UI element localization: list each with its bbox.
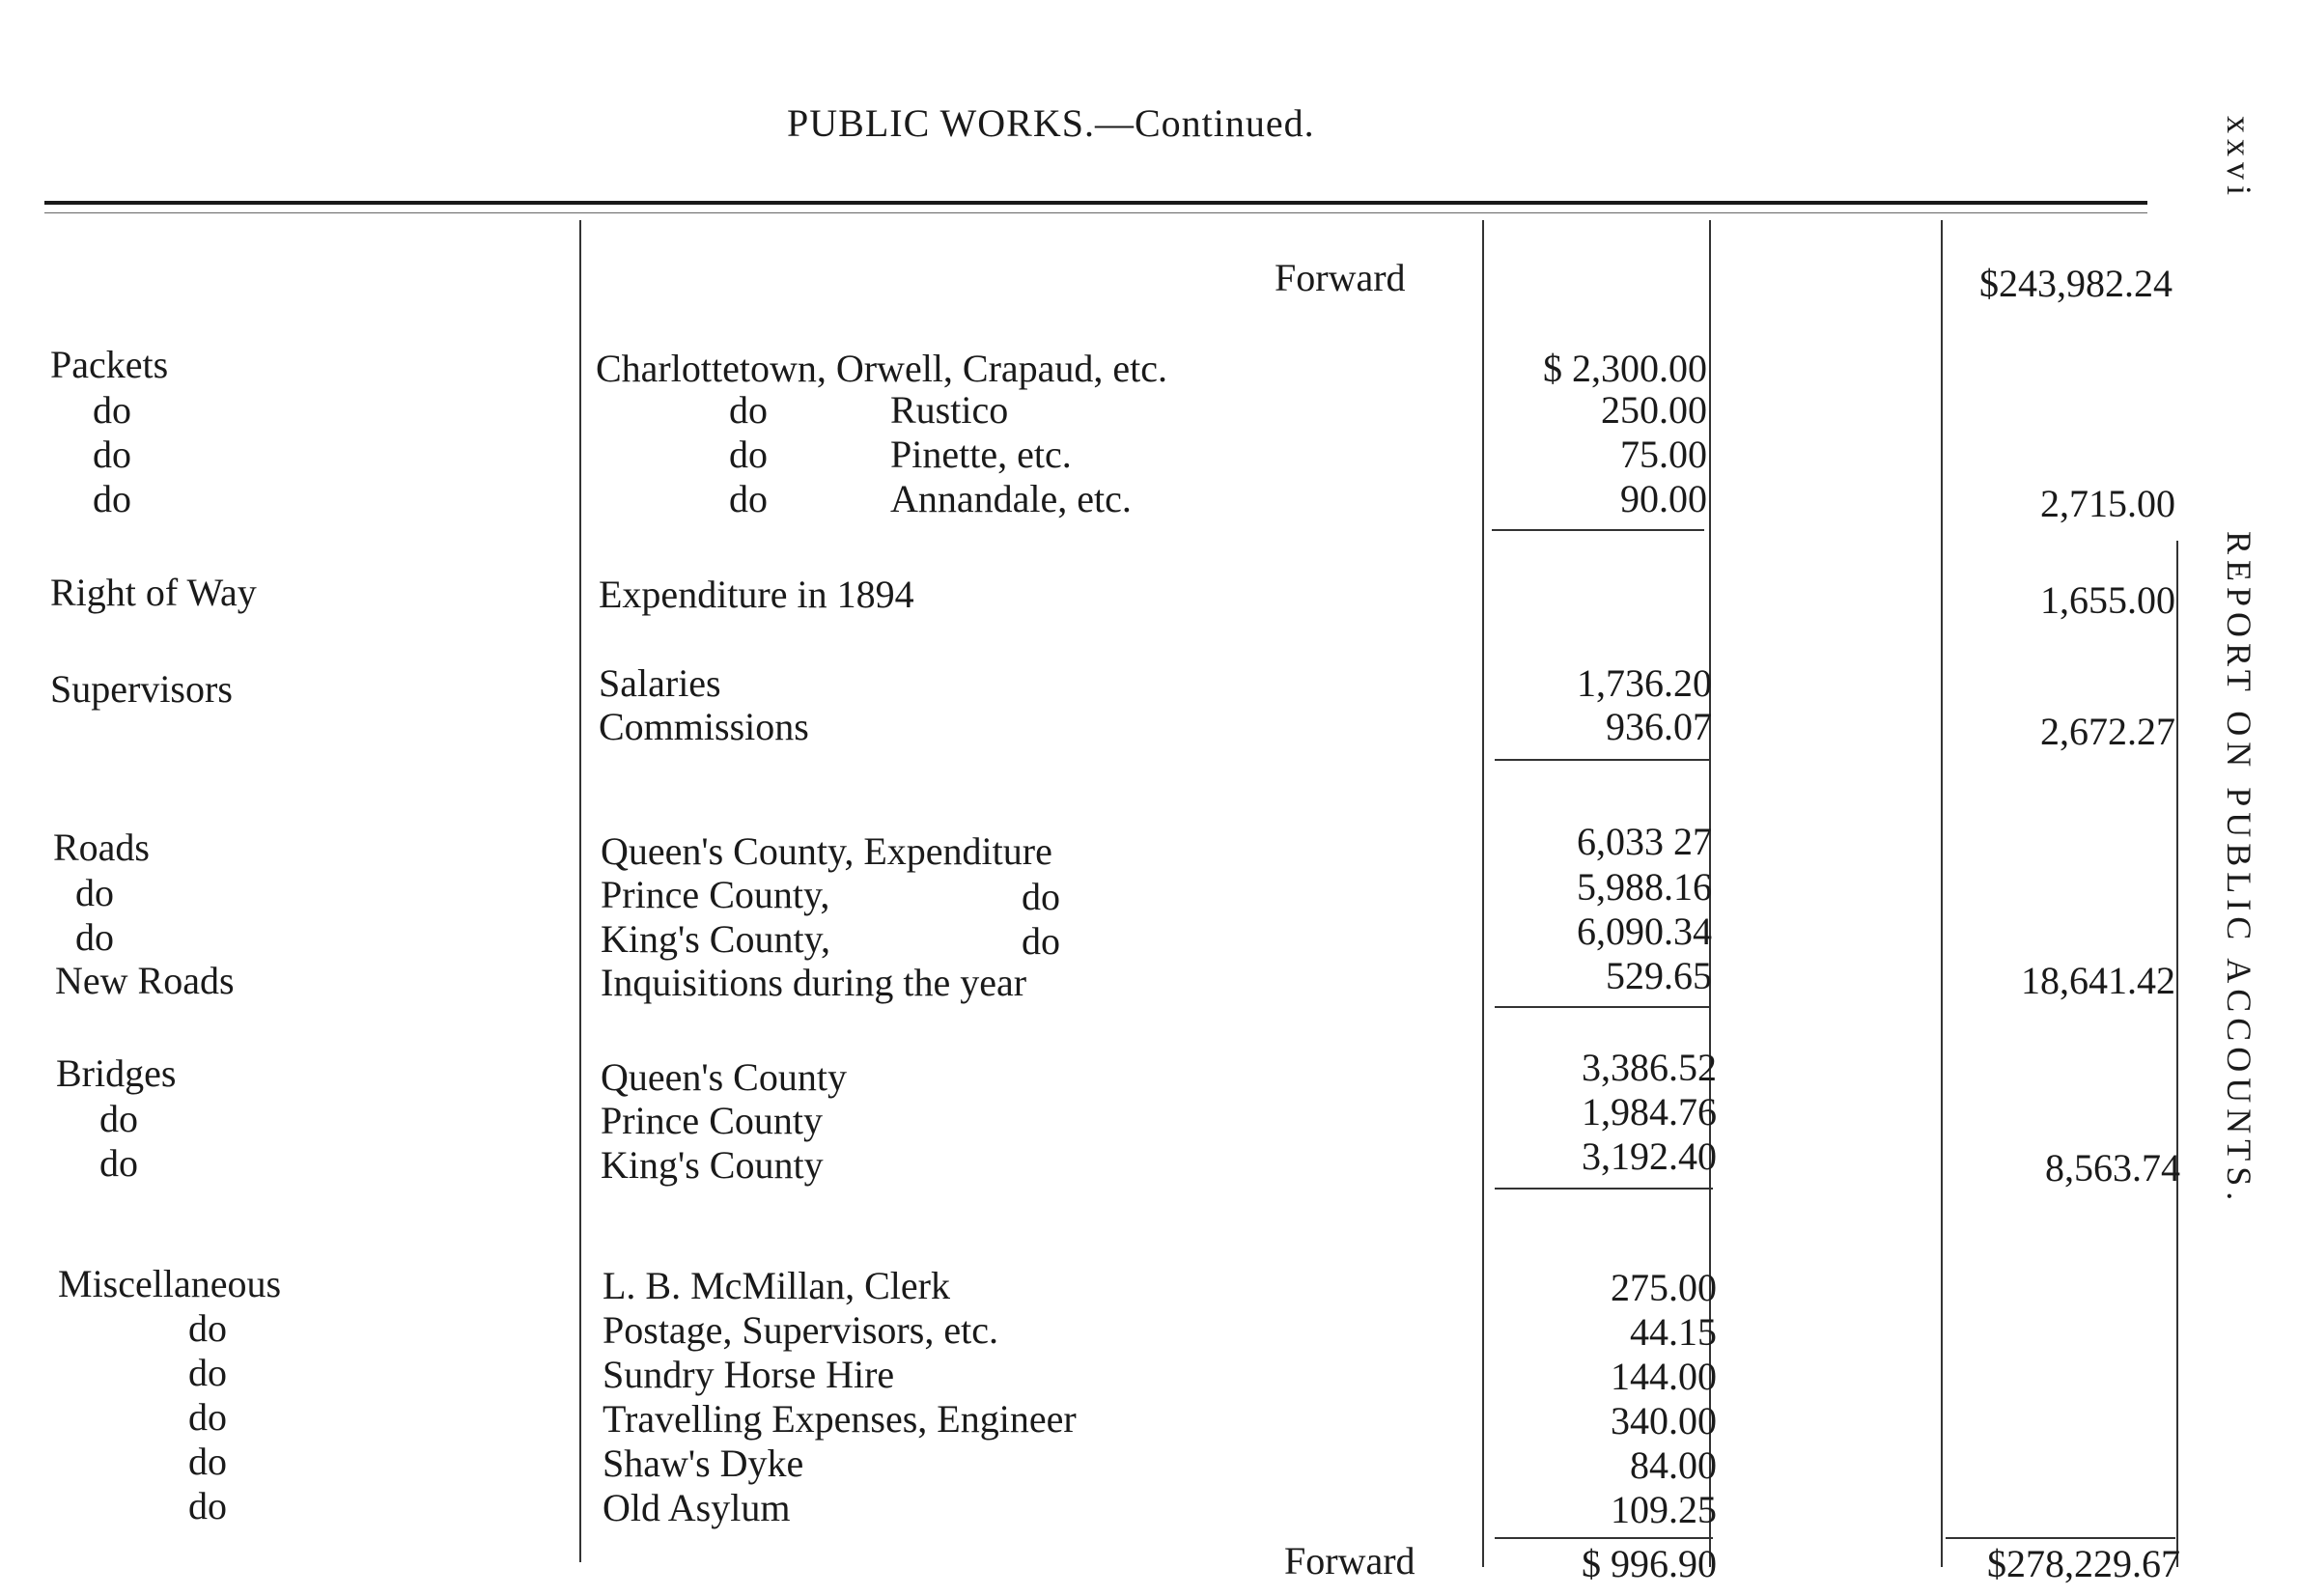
- amount: 529.65: [1606, 954, 1712, 997]
- page-number: xxvi: [2220, 116, 2258, 202]
- amount: 6,090.34: [1577, 910, 1712, 953]
- description: Postage, Supervisors, etc.: [603, 1308, 998, 1352]
- forward-total-top: $243,982.24: [1979, 262, 2173, 305]
- description: Charlottetown, Orwell, Crapaud, etc.: [596, 347, 1168, 390]
- category-label: Supervisors: [50, 667, 233, 711]
- amount: 109.25: [1611, 1488, 1717, 1531]
- description: Sundry Horse Hire: [603, 1353, 895, 1396]
- amount: 340.00: [1611, 1399, 1717, 1442]
- description: Queen's County, Expenditure: [601, 829, 1052, 873]
- description-ditto: do: [1022, 875, 1060, 918]
- amount: 1,736.20: [1577, 661, 1712, 705]
- category-label: Bridges: [56, 1051, 177, 1095]
- forward-label-top: Forward: [1275, 256, 1406, 299]
- subtotal-rule: [1495, 1188, 1713, 1190]
- category-ditto: do: [93, 433, 131, 476]
- amount: 6,033 27: [1577, 820, 1712, 863]
- description: L. B. McMillan, Clerk: [603, 1264, 950, 1307]
- description: Annandale, etc.: [890, 477, 1132, 520]
- header-rule: [44, 201, 2147, 205]
- category-label: New Roads: [55, 959, 235, 1002]
- category-ditto: do: [75, 871, 114, 914]
- category-ditto: do: [188, 1351, 227, 1394]
- description: Prince County: [601, 1099, 823, 1142]
- amount: 275.00: [1611, 1266, 1717, 1309]
- category-ditto: do: [93, 388, 131, 432]
- forward-amount-bottom: $ 996.90: [1582, 1542, 1717, 1585]
- description: Travelling Expenses, Engineer: [603, 1397, 1077, 1441]
- description: King's County: [601, 1143, 824, 1187]
- category-ditto: do: [93, 477, 131, 520]
- description: Expenditure in 1894: [599, 573, 914, 616]
- page-title: PUBLIC WORKS.—Continued.: [787, 101, 1315, 145]
- description-ditto: do: [1022, 919, 1060, 963]
- side-caption: REPORT ON PUBLIC ACCOUNTS.: [2220, 531, 2258, 1207]
- column-divider-total-left: [1941, 220, 1943, 1567]
- description: Pinette, etc.: [890, 433, 1072, 476]
- category-ditto: do: [188, 1440, 227, 1483]
- forward-label-bottom: Forward: [1284, 1539, 1416, 1582]
- description-ditto: do: [729, 388, 768, 432]
- amount: 75.00: [1620, 433, 1707, 476]
- section-total: 8,563.74: [2045, 1146, 2180, 1190]
- category-ditto: do: [188, 1484, 227, 1527]
- amount: 44.15: [1630, 1310, 1717, 1354]
- amount: 3,192.40: [1582, 1134, 1717, 1178]
- amount: 144.00: [1611, 1355, 1717, 1398]
- amount: 250.00: [1601, 388, 1707, 432]
- column-divider-desc: [579, 220, 581, 1562]
- amount: 84.00: [1630, 1443, 1717, 1487]
- description: Inquisitions during the year: [601, 961, 1027, 1004]
- description: Old Asylum: [603, 1486, 791, 1529]
- description: Salaries: [599, 661, 721, 705]
- category-ditto: do: [188, 1306, 227, 1350]
- amount: 1,984.76: [1582, 1090, 1717, 1134]
- description: King's County,: [601, 917, 830, 961]
- description-ditto: do: [729, 477, 768, 520]
- category-ditto: do: [75, 915, 114, 959]
- subtotal-rule: [1492, 529, 1704, 531]
- header-rule-thin: [44, 212, 2147, 213]
- subtotal-rule: [1495, 1537, 1713, 1539]
- subtotal-rule: [1495, 759, 1709, 761]
- category-label: Right of Way: [50, 571, 257, 614]
- description: Shaw's Dyke: [603, 1442, 804, 1485]
- category-label: Packets: [50, 343, 169, 386]
- subtotal-rule: [1495, 1006, 1709, 1008]
- section-total: 18,641.42: [2021, 959, 2175, 1002]
- category-label: Roads: [53, 826, 150, 869]
- category-ditto: do: [188, 1395, 227, 1439]
- description-ditto: do: [729, 433, 768, 476]
- amount: 90.00: [1620, 477, 1707, 520]
- forward-total-bottom: $278,229.67: [1987, 1542, 2180, 1585]
- category-label: Miscellaneous: [58, 1262, 282, 1305]
- description: Rustico: [890, 388, 1009, 432]
- category-ditto: do: [99, 1097, 138, 1140]
- description: Prince County,: [601, 873, 830, 916]
- amount: 3,386.52: [1582, 1046, 1717, 1089]
- section-total: 1,655.00: [2040, 578, 2175, 622]
- section-total: 2,672.27: [2040, 710, 2175, 753]
- amount: 5,988.16: [1577, 865, 1712, 909]
- amount: $ 2,300.00: [1543, 347, 1707, 390]
- description: Queen's County: [601, 1055, 847, 1099]
- description: Commissions: [599, 705, 809, 748]
- amount: 936.07: [1606, 705, 1712, 748]
- category-ditto: do: [99, 1141, 138, 1185]
- total-rule: [1946, 1537, 2175, 1539]
- column-divider-total-right: [2176, 541, 2178, 1567]
- section-total: 2,715.00: [2040, 482, 2175, 525]
